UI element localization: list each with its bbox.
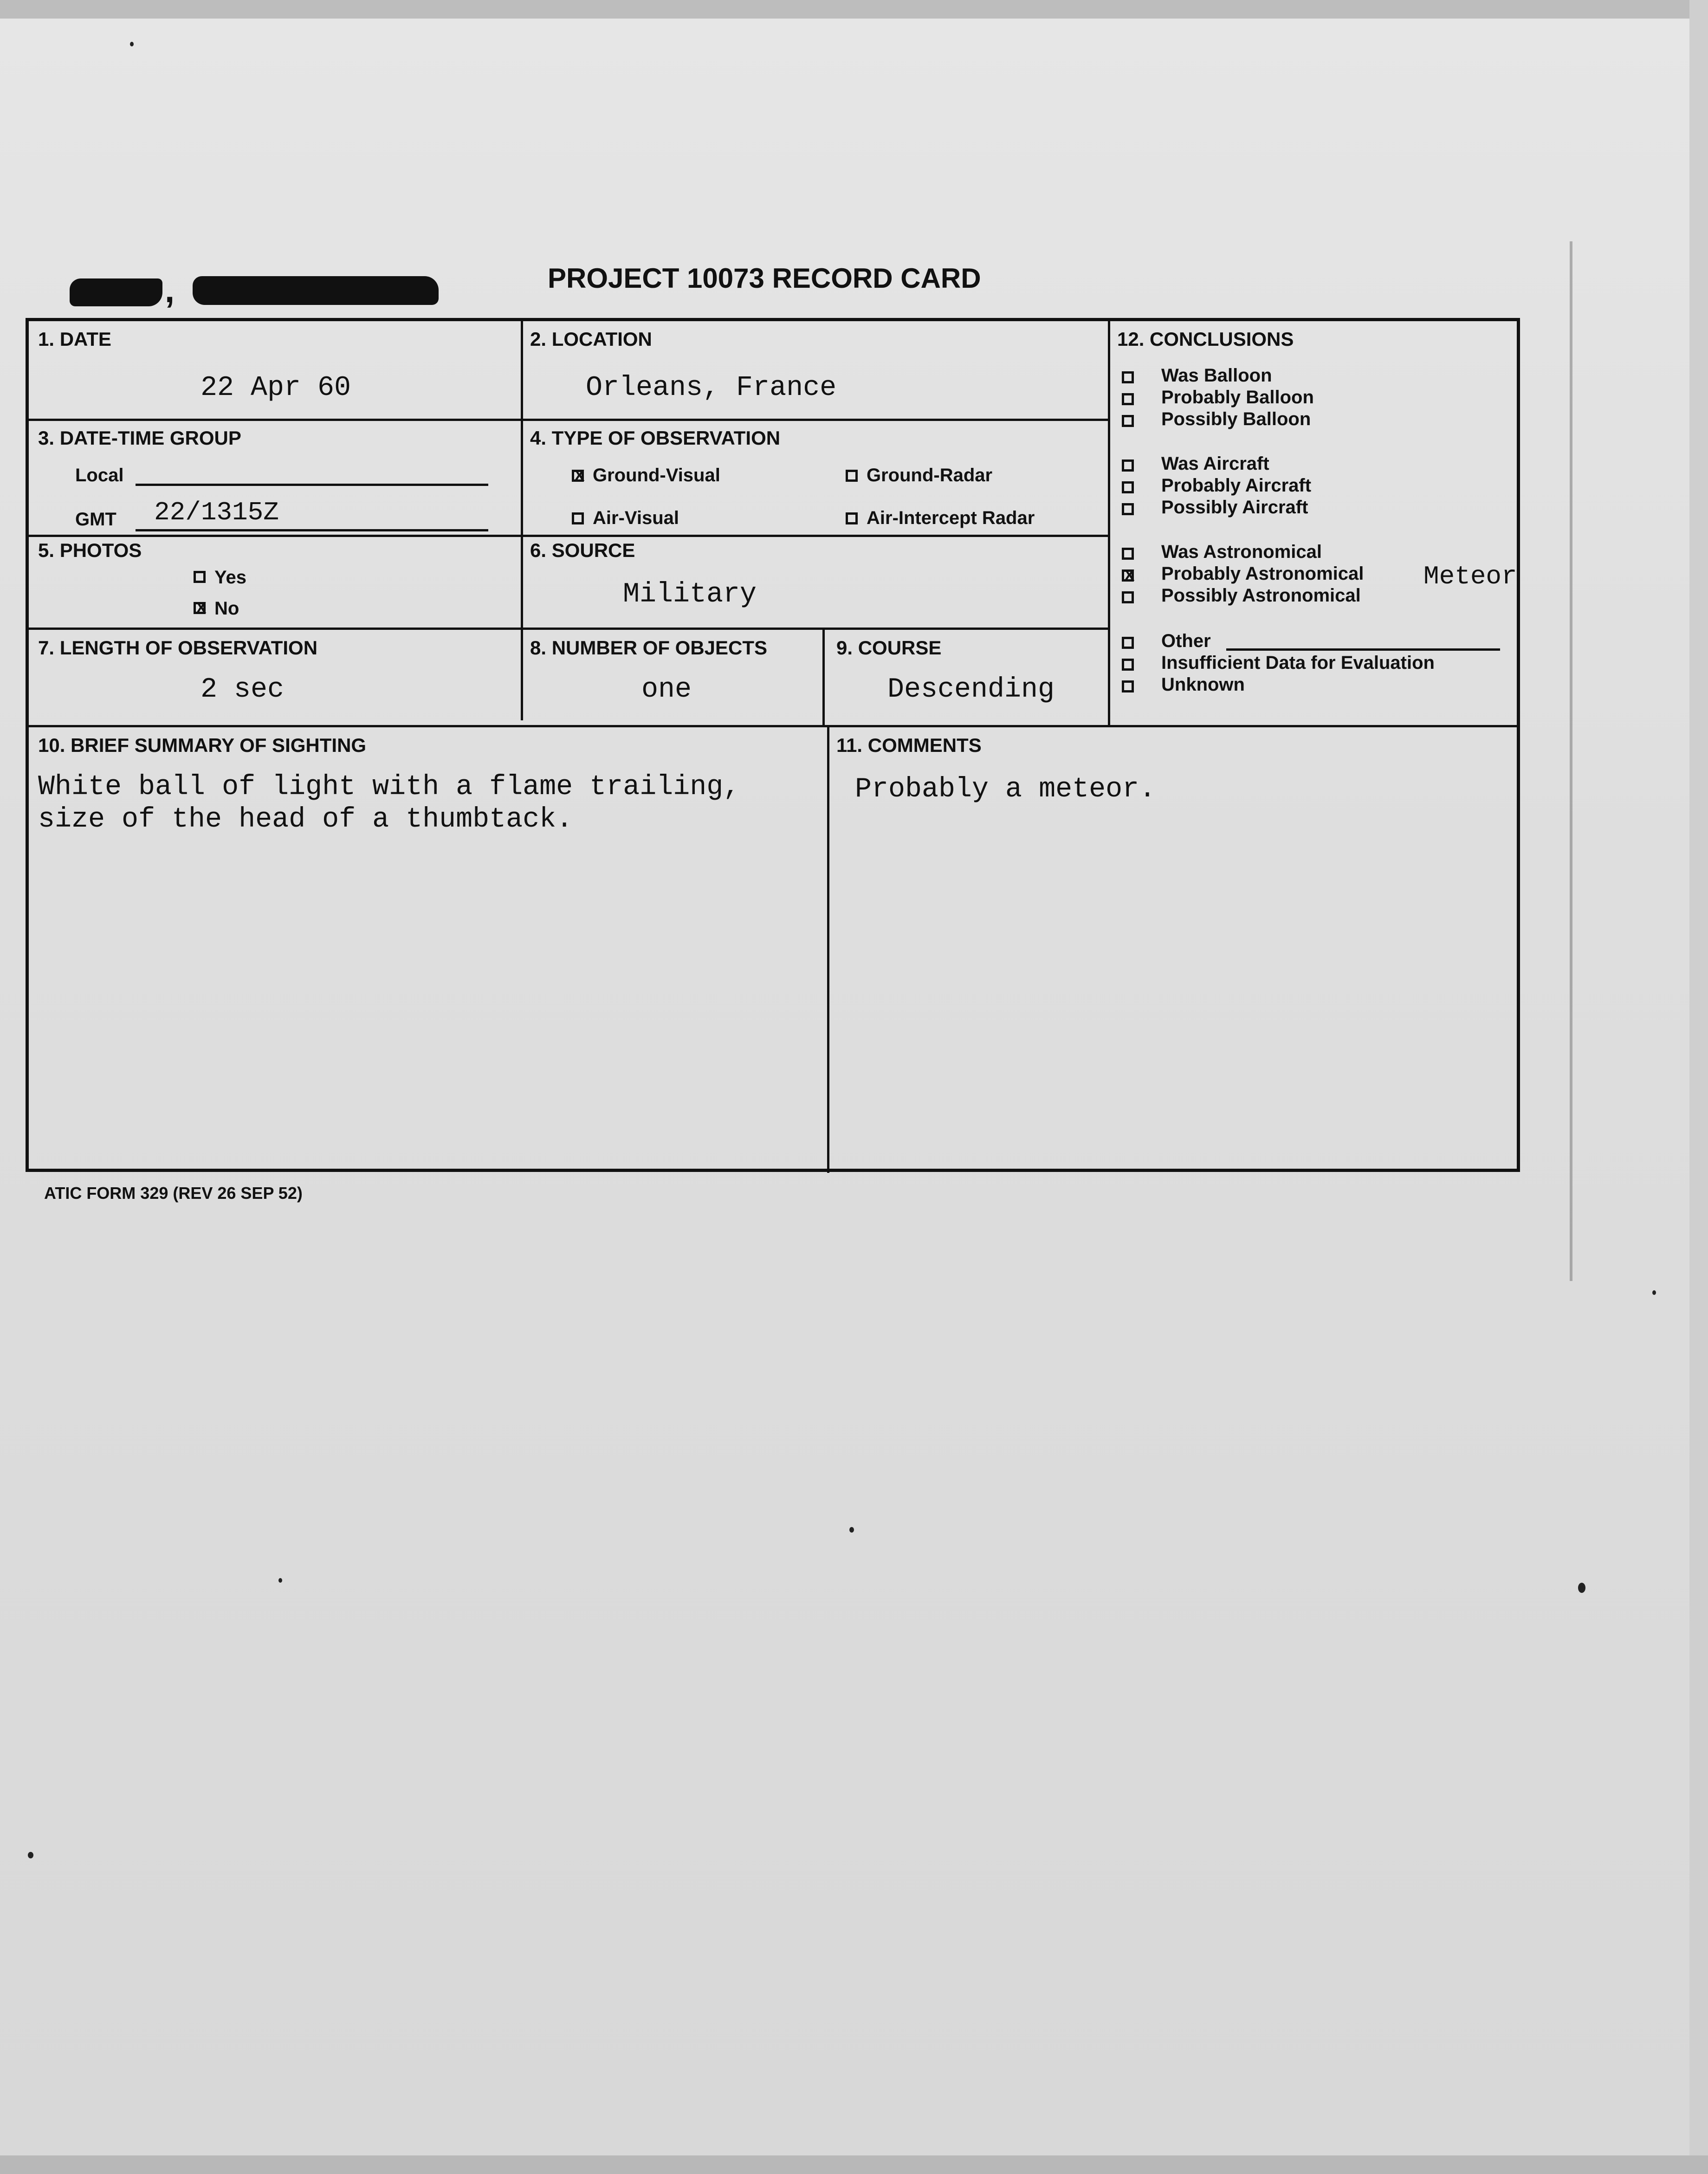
conclusion-label: Insufficient Data for Evaluation (1161, 653, 1435, 673)
conclusion-checkbox[interactable] (1122, 591, 1134, 603)
speck (849, 1527, 854, 1533)
conclusion-note: Meteor (1423, 562, 1517, 591)
conclusion-label: Possibly Balloon (1161, 409, 1311, 429)
location-label: 2. LOCATION (530, 328, 652, 350)
air-visual-checkbox[interactable] (572, 512, 584, 524)
photos-yes-label: Yes (214, 567, 246, 588)
speck (130, 42, 134, 46)
air-visual-label: Air-Visual (593, 508, 679, 528)
divider (822, 628, 825, 725)
conclusion-checkbox[interactable] (1122, 415, 1134, 427)
divider (827, 725, 829, 1173)
photos-no-checkbox[interactable]: X (194, 602, 206, 614)
photos-no-label: No (214, 598, 239, 619)
page-edge-bottom (0, 2155, 1708, 2174)
speck (28, 1852, 33, 1858)
photos-yes-checkbox[interactable] (194, 571, 206, 583)
conclusion-label: Probably Astronomical (1161, 563, 1364, 584)
conclusion-checkbox[interactable] (1122, 503, 1134, 515)
air-intercept-radar-label: Air-Intercept Radar (867, 508, 1035, 528)
location-value: Orleans, France (586, 372, 837, 404)
divider (29, 725, 1519, 727)
conclusion-label: Was Aircraft (1161, 453, 1269, 474)
redaction-mark (193, 276, 439, 305)
conclusion-checkbox[interactable] (1122, 637, 1134, 649)
dtg-label: 3. DATE-TIME GROUP (38, 427, 241, 449)
conclusion-checkbox[interactable] (1122, 659, 1134, 671)
conclusion-checkbox[interactable] (1122, 393, 1134, 405)
conclusion-label: Unknown (1161, 674, 1245, 695)
date-value: 22 Apr 60 (201, 372, 351, 404)
speck (1652, 1290, 1656, 1295)
conclusion-checkbox[interactable] (1122, 548, 1134, 560)
conclusion-label: Other (1161, 631, 1211, 651)
gmt-value: 22/1315Z (154, 498, 279, 527)
comments-value: Probably a meteor. (855, 774, 1156, 805)
conclusion-checkbox[interactable] (1122, 459, 1134, 472)
ground-visual-label: Ground-Visual (593, 465, 720, 485)
conclusion-label: Probably Aircraft (1161, 475, 1312, 496)
conclusions-label: 12. CONCLUSIONS (1117, 328, 1294, 350)
other-underline (1226, 648, 1500, 651)
ground-radar-label: Ground-Radar (867, 465, 993, 485)
conclusion-checkbox[interactable] (1122, 481, 1134, 493)
bleed-through-margin-line (1570, 241, 1572, 1281)
gmt-underline (136, 529, 488, 531)
redaction-mark (70, 278, 162, 306)
conclusion-label: Possibly Astronomical (1161, 585, 1361, 606)
photos-label: 5. PHOTOS (38, 539, 142, 561)
ground-visual-checkbox[interactable]: X (572, 470, 584, 482)
conclusion-label: Possibly Aircraft (1161, 497, 1308, 518)
conclusion-checkbox[interactable] (1122, 680, 1134, 692)
length-label: 7. LENGTH OF OBSERVATION (38, 637, 318, 659)
course-value: Descending (887, 674, 1055, 705)
speck (1578, 1583, 1585, 1593)
summary-label: 10. BRIEF SUMMARY OF SIGHTING (38, 734, 367, 756)
date-label: 1. DATE (38, 328, 111, 350)
summary-line-1: White ball of light with a flame trailing, (38, 771, 740, 803)
divider (29, 419, 1108, 421)
conclusion-checkbox[interactable]: X (1122, 569, 1134, 582)
course-label: 9. COURSE (836, 637, 942, 659)
conclusion-label: Was Balloon (1161, 365, 1272, 386)
ground-radar-checkbox[interactable] (846, 470, 858, 482)
comments-label: 11. COMMENTS (836, 734, 982, 756)
conclusion-checkbox[interactable] (1122, 371, 1134, 383)
air-intercept-radar-checkbox[interactable] (846, 512, 858, 524)
local-label: Local (75, 465, 124, 485)
card-title: PROJECT 10073 RECORD CARD (548, 263, 981, 294)
divider (29, 628, 1108, 630)
divider (1108, 321, 1110, 725)
objects-value: one (641, 674, 692, 705)
summary-line-2: size of the head of a thumbtack. (38, 804, 573, 835)
redaction-comma: , (165, 271, 175, 310)
gmt-label: GMT (75, 509, 116, 530)
objects-label: 8. NUMBER OF OBJECTS (530, 637, 768, 659)
speck (278, 1578, 282, 1583)
record-card (26, 318, 1520, 1172)
source-label: 6. SOURCE (530, 539, 635, 561)
divider (29, 535, 1108, 537)
conclusion-label: Probably Balloon (1161, 387, 1314, 408)
type-label: 4. TYPE OF OBSERVATION (530, 427, 781, 449)
local-underline (136, 484, 488, 486)
source-value: Military (623, 579, 757, 610)
form-number: ATIC FORM 329 (REV 26 SEP 52) (44, 1184, 303, 1203)
page-edge-top (0, 0, 1708, 19)
length-value: 2 sec (201, 674, 285, 705)
divider (521, 321, 523, 720)
page-edge-right (1689, 0, 1708, 2174)
conclusion-label: Was Astronomical (1161, 542, 1322, 562)
